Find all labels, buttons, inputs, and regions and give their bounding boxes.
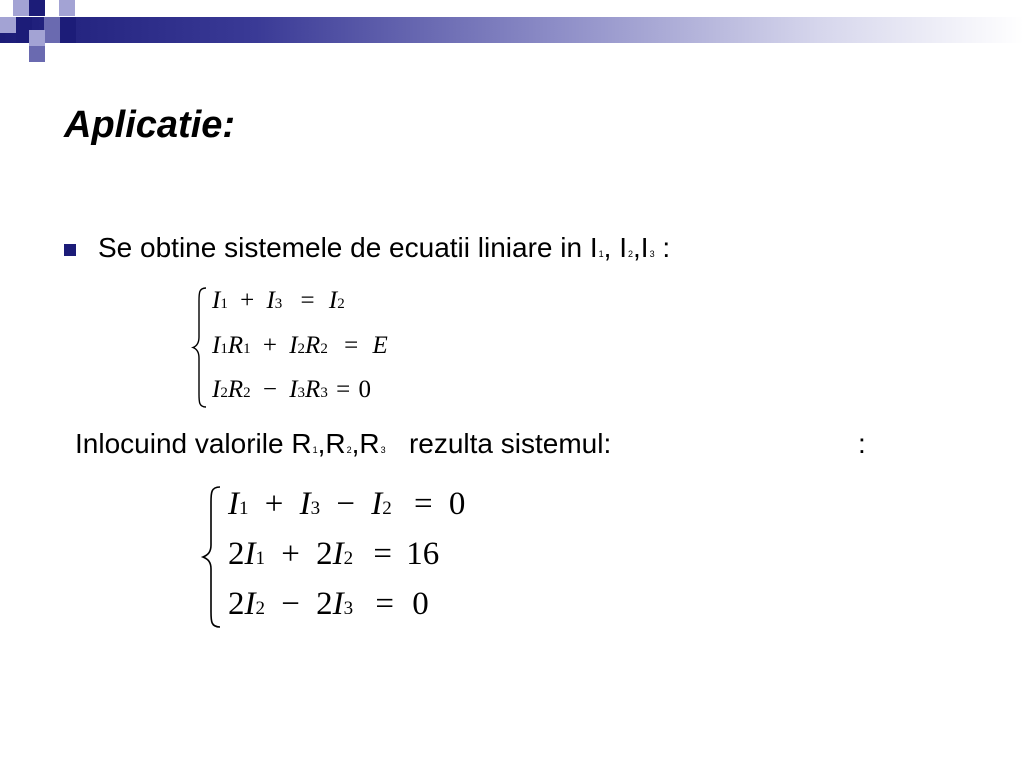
equation-row: I1R1 + I2R2 = E xyxy=(212,332,388,359)
subscript: 3 xyxy=(380,445,386,455)
bullet-item xyxy=(64,232,670,264)
left-brace-icon xyxy=(190,285,210,410)
subscript: 1 xyxy=(598,249,604,259)
equation-system-2 xyxy=(200,484,540,630)
subscript: 3 xyxy=(649,249,655,259)
equation-row: I2R2 − I3R3 = 0 xyxy=(212,376,371,403)
decor-square xyxy=(13,0,29,16)
decor-square xyxy=(59,0,75,16)
bullet-text-part: , I xyxy=(603,232,627,263)
result-text-part: ,R xyxy=(351,428,380,459)
decor-square xyxy=(60,17,76,43)
subscript: 1 xyxy=(312,445,318,455)
result-text-part: rezulta sistemul: xyxy=(385,428,612,459)
square-bullet-icon xyxy=(64,244,76,256)
bullet-text-main: Se obtine sistemele de ecuatii liniare in I xyxy=(98,232,598,263)
result-text xyxy=(75,428,611,460)
bullet-text-part: ,I xyxy=(633,232,649,263)
subscript: 2 xyxy=(346,445,352,455)
decor-square xyxy=(29,0,45,16)
decor-square xyxy=(29,46,45,62)
equation-row: I1 + I3 = I2 xyxy=(212,287,345,314)
decor-square xyxy=(44,17,60,43)
header-gradient-bar xyxy=(0,17,1024,43)
equation-row: 2I1 + 2I2 = 16 xyxy=(228,536,440,572)
bullet-text xyxy=(98,232,670,264)
decor-square xyxy=(29,30,45,46)
equation-row: I1 + I3 − I2 = 0 xyxy=(228,486,466,522)
equation-row: 2I2 − 2I3 = 0 xyxy=(228,586,429,622)
subscript: 2 xyxy=(627,249,633,259)
result-text-main: Inlocuind valorile R xyxy=(75,428,312,459)
trailing-colon: : xyxy=(858,428,866,459)
result-text-part: ,R xyxy=(317,428,346,459)
slide-title: Aplicatie: xyxy=(64,104,236,146)
bullet-text-part: : xyxy=(654,232,671,263)
left-brace-icon xyxy=(200,484,224,630)
equation-system-1 xyxy=(190,285,450,410)
decor-square xyxy=(0,17,16,33)
